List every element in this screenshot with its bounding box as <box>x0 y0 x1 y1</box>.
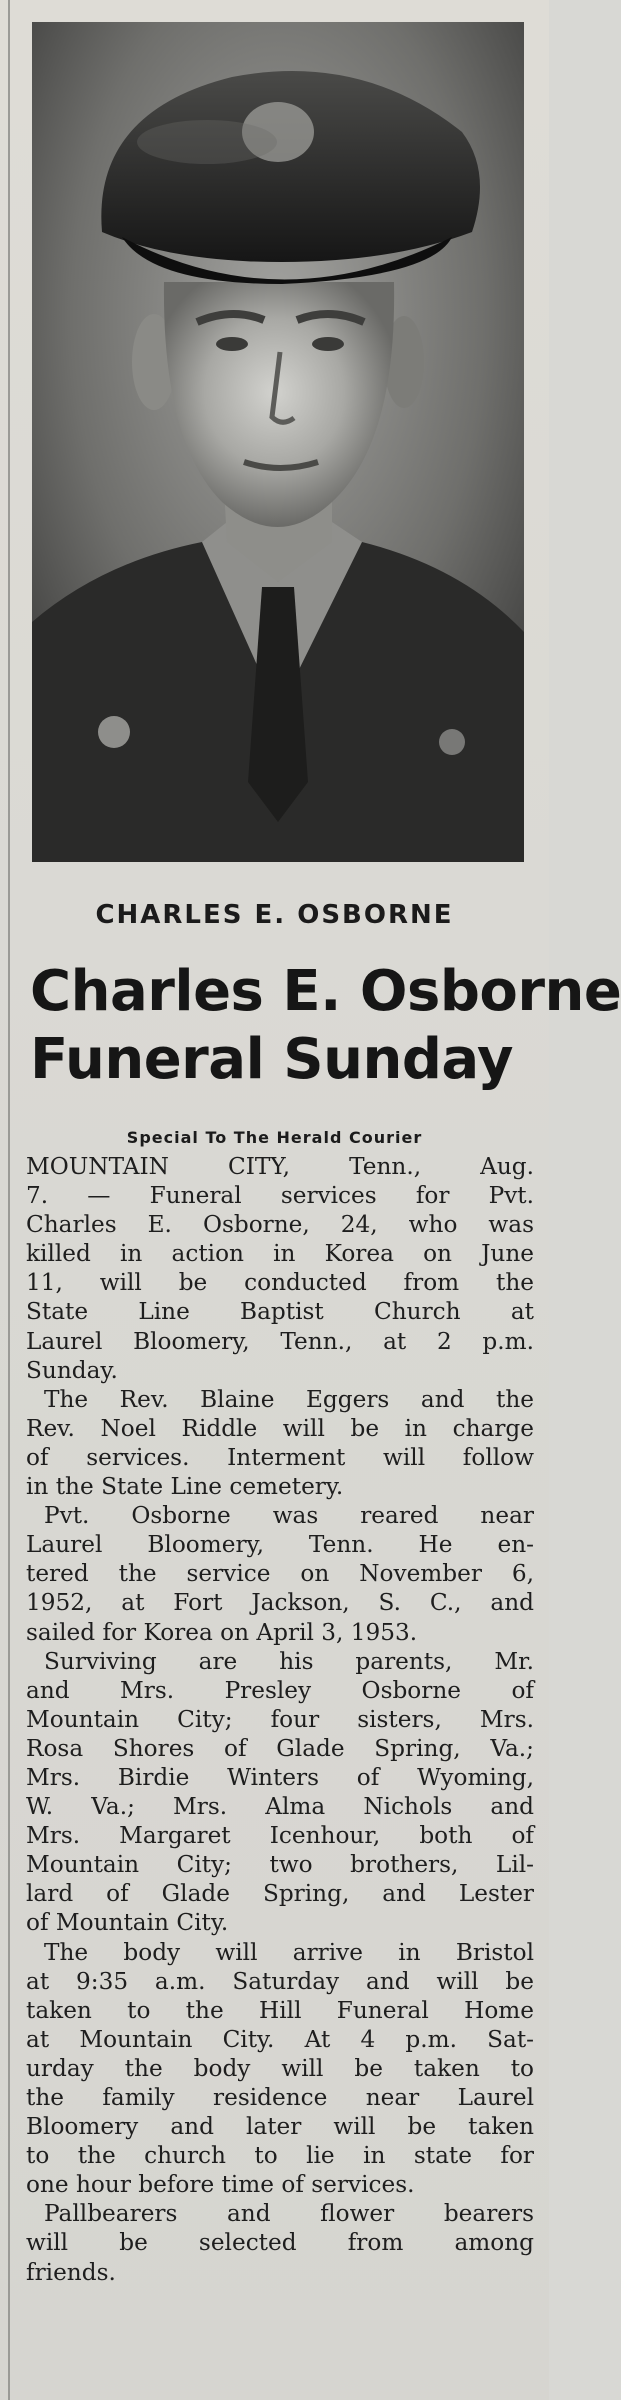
article-line: 7. — Funeral services for Pvt. <box>26 1182 534 1210</box>
article-line: Mrs. Birdie Winters of Wyoming, <box>26 1763 534 1791</box>
article-line: one hour before time of services. <box>26 2171 415 2199</box>
article-line: friends. <box>26 2258 116 2286</box>
byline: Special To The Herald Courier <box>126 1128 423 1147</box>
article-line: Rosa Shores of Glade Spring, Va.; <box>26 1734 534 1762</box>
article-line: Rev. Noel Riddle will be in charge <box>26 1414 534 1442</box>
article-line: State Line Baptist Church at <box>26 1298 534 1326</box>
article-line: Bloomery and later will be taken <box>26 2113 534 2141</box>
article-line: urday the body will be taken to <box>26 2054 534 2082</box>
article-line: sailed for Korea on April 3, 1953. <box>26 1618 418 1646</box>
article-line: Mrs. Margaret Icenhour, both of <box>26 1822 534 1850</box>
article-line: Laurel Bloomery, Tenn., at 2 p.m. <box>26 1327 534 1355</box>
article-line: and Mrs. Presley Osborne of <box>26 1676 534 1704</box>
headline-line: Charles E. Osborne <box>30 959 621 1024</box>
article-line: W. Va.; Mrs. Alma Nichols and <box>26 1793 534 1821</box>
article-body <box>26 1152 534 2287</box>
article-line: taken to the Hill Funeral Home <box>26 1996 534 2024</box>
article-line: Pvt. Osborne was reared near <box>44 1502 534 1530</box>
article-line: of services. Interment will follow <box>26 1443 534 1471</box>
article-line: in the State Line cemetery. <box>26 1473 344 1501</box>
article-line: of Mountain City. <box>26 1909 229 1937</box>
article-line: tered the service on November 6, <box>26 1560 534 1588</box>
article-line: Charles E. Osborne, 24, who was <box>26 1211 534 1239</box>
article-line: killed in action in Korea on June <box>26 1240 534 1268</box>
soldier-portrait-illustration <box>32 22 524 862</box>
article-line: Surviving are his parents, Mr. <box>44 1647 534 1675</box>
column-rule <box>8 0 10 2400</box>
article-line: The Rev. Blaine Eggers and the <box>44 1385 534 1413</box>
article-line: at 9:35 a.m. Saturday and will be <box>26 1967 534 1995</box>
headline <box>30 958 621 1094</box>
headline-line: Funeral Sunday <box>30 1027 513 1092</box>
article-line: the family residence near Laurel <box>26 2084 534 2111</box>
article-line: Mountain City; two brothers, Lil- <box>26 1851 534 1879</box>
article-line: MOUNTAIN CITY, Tenn., Aug. <box>26 1153 534 1180</box>
article-line: 1952, at Fort Jackson, S. C., and <box>26 1589 534 1617</box>
portrait-photo <box>32 22 524 862</box>
photo-caption: CHARLES E. OSBORNE <box>95 900 454 930</box>
article-line: to the church to lie in state for <box>26 2142 534 2170</box>
article-line: Laurel Bloomery, Tenn. He en- <box>26 1531 534 1559</box>
article-line: will be selected from among <box>26 2229 534 2257</box>
article-line: Pallbearers and flower bearers <box>44 2200 534 2228</box>
article-line: Mountain City; four sisters, Mrs. <box>26 1705 534 1733</box>
article-line: lard of Glade Spring, and Lester <box>26 1880 534 1908</box>
article-line: at Mountain City. At 4 p.m. Sat- <box>26 2025 534 2053</box>
article-line: 11, will be conducted from the <box>26 1269 534 1297</box>
article-line: The body will arrive in Bristol <box>44 1938 534 1966</box>
article-line: Sunday. <box>26 1356 118 1384</box>
